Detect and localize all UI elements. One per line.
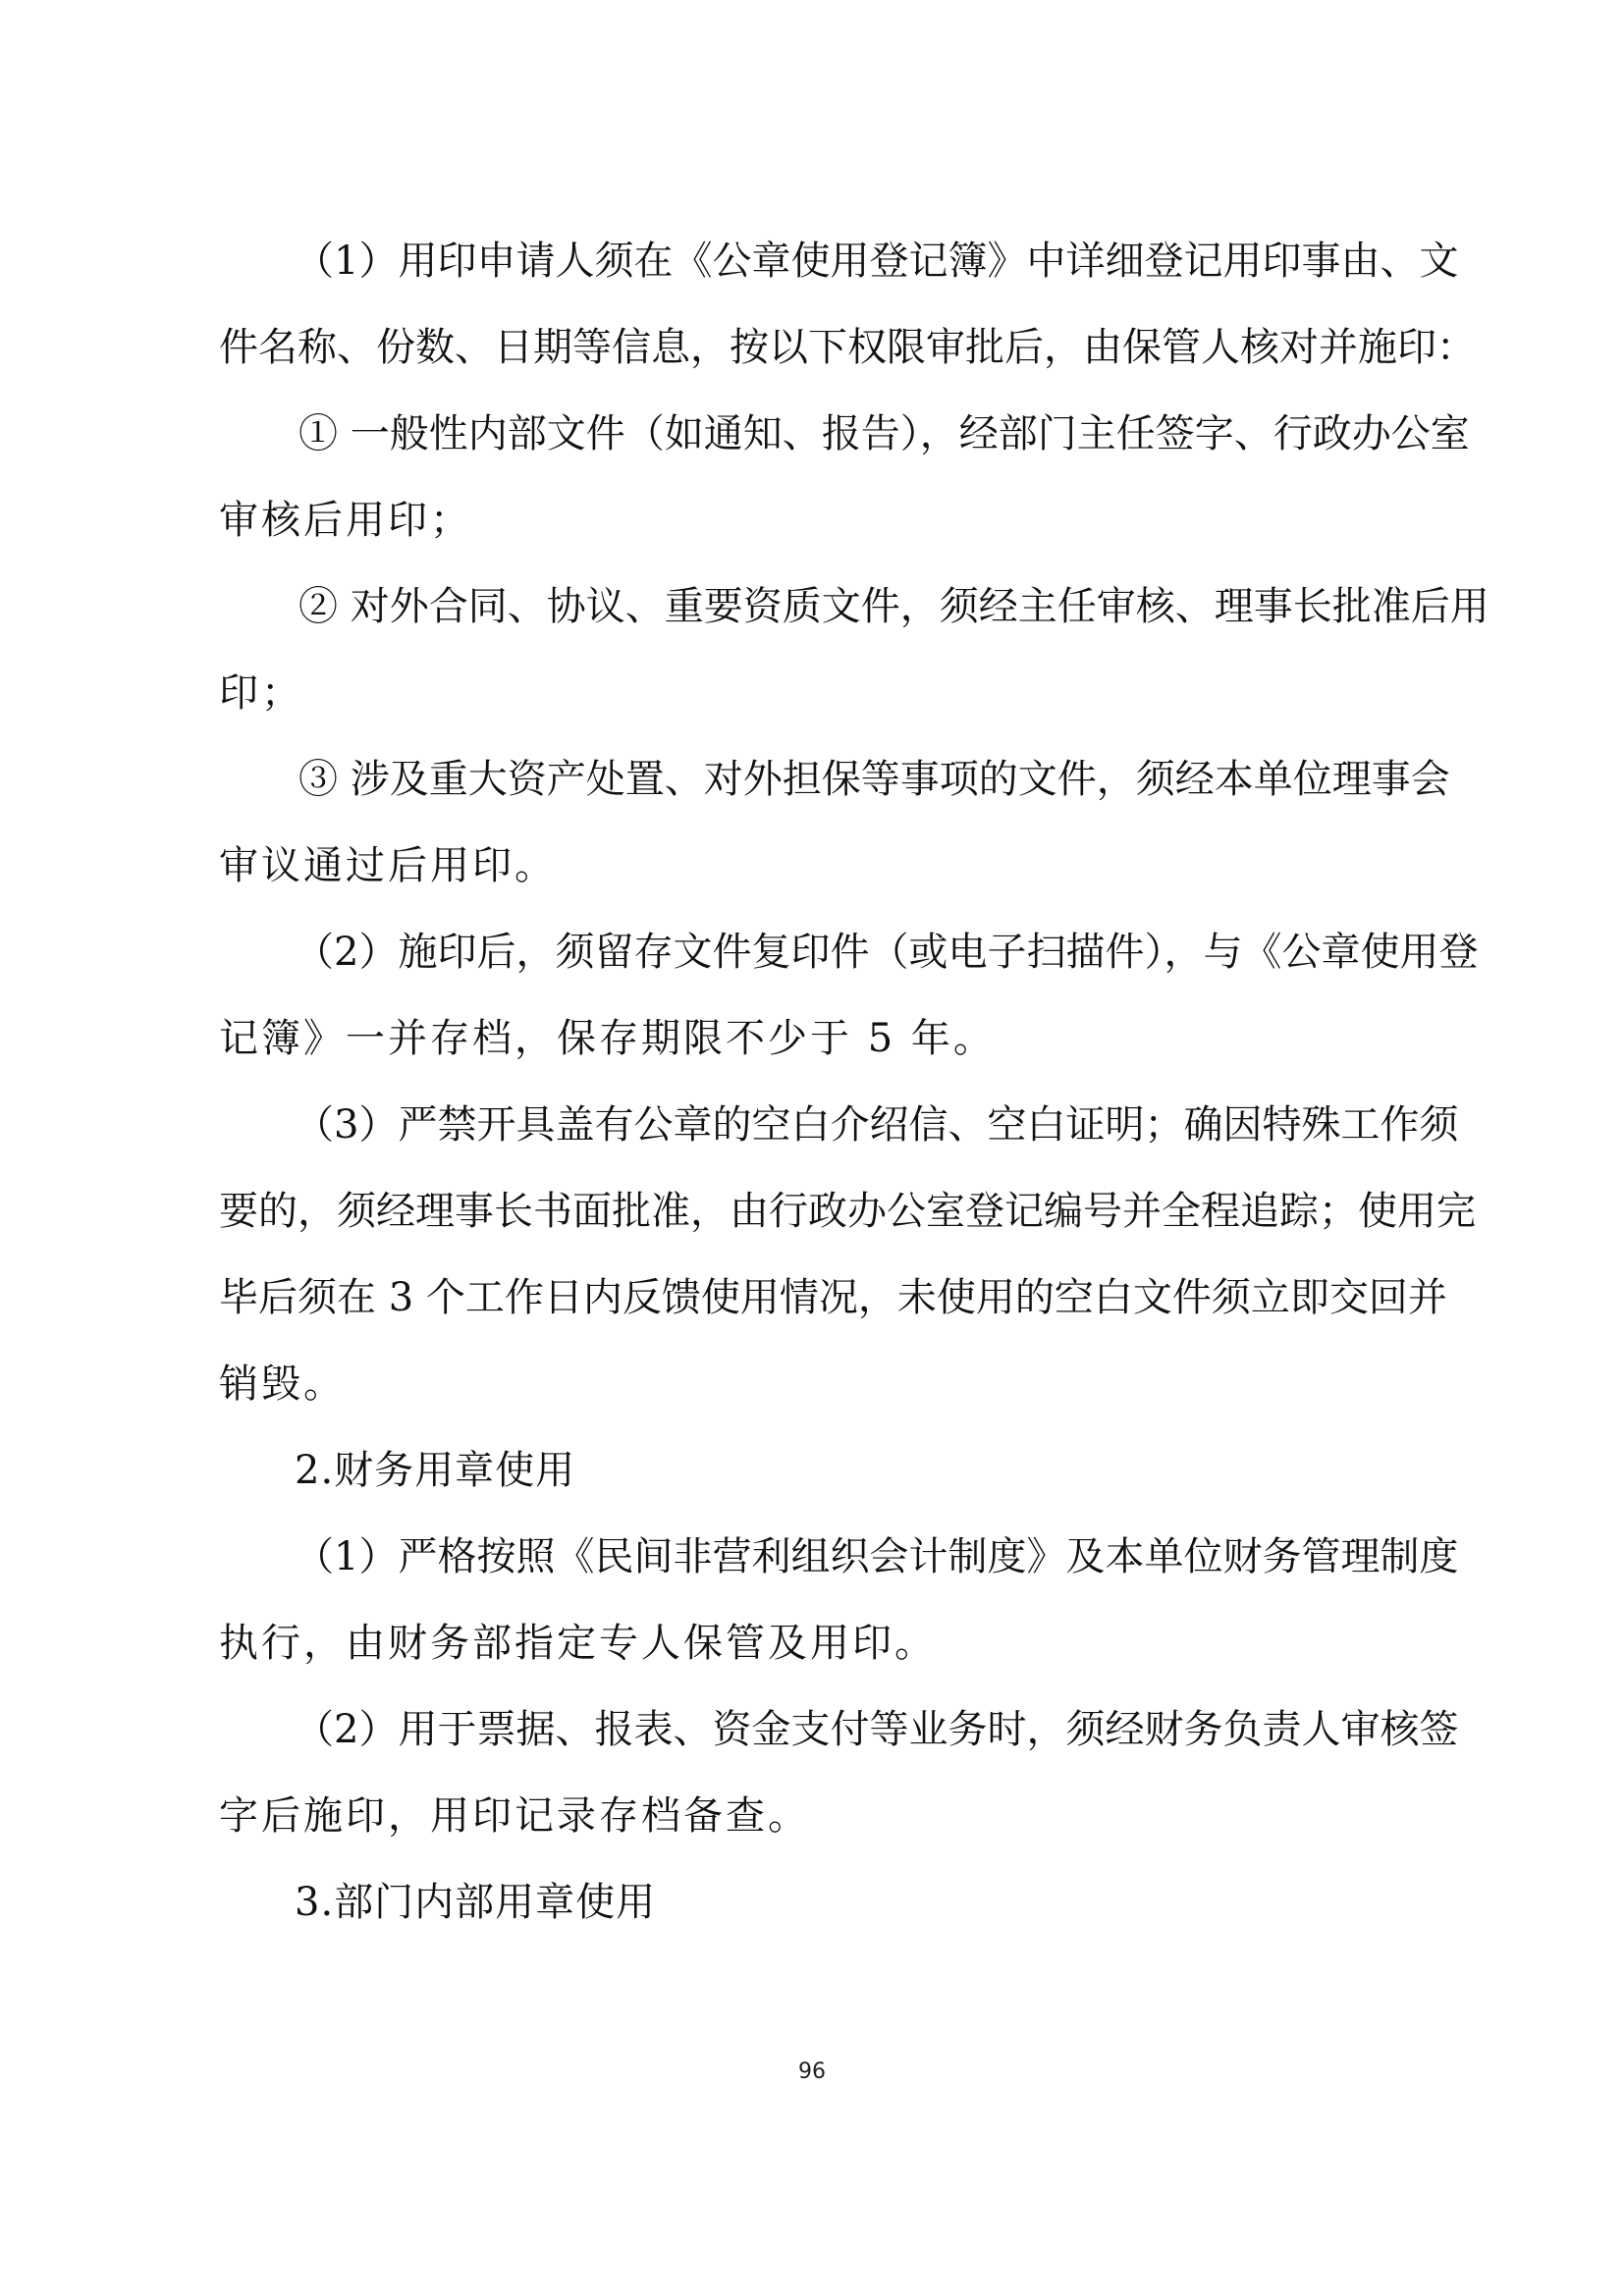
paragraph-line: ③ 涉及重大资产处置、对外担保等事项的文件，须经本单位理事会 <box>298 757 1450 802</box>
paragraph-line: （2）用于票据、报表、资金支付等业务时，须经财务负责人审核签 <box>295 1707 1459 1752</box>
paragraph-line: （2）施印后，须留存文件复印件（或电子扫描件），与《公章使用登 <box>295 930 1479 975</box>
section-heading: 2.财务用章使用 <box>295 1448 576 1493</box>
paragraph-line: 印； <box>219 670 303 716</box>
paragraph-line: （1）严格按照《民间非营利组织会计制度》及本单位财务管理制度 <box>295 1534 1459 1579</box>
paragraph-line: 审核后用印； <box>219 498 472 543</box>
paragraph-line: 审议通过后用印。 <box>219 843 557 888</box>
paragraph-line: （3）严禁开具盖有公章的空白介绍信、空白证明；确因特殊工作须 <box>295 1102 1459 1148</box>
paragraph-line: 销毁。 <box>219 1362 346 1407</box>
paragraph-line: （1）用印申请人须在《公章使用登记簿》中详细登记用印事由、文 <box>295 239 1459 284</box>
page-number: 96 <box>798 2059 826 2084</box>
paragraph-line: ① 一般性内部文件（如通知、报告），经部门主任签字、行政办公室 <box>298 411 1470 456</box>
paragraph-line: 要的，须经理事长书面批准，由行政办公室登记编号并全程追踪；使用完 <box>219 1189 1476 1234</box>
paragraph-line: 执行，由财务部指定专人保管及用印。 <box>219 1621 937 1666</box>
paragraph-line: 毕后须在 3 个工作日内反馈使用情况，未使用的空白文件须立即交回并 <box>219 1275 1447 1320</box>
section-heading: 3.部门内部用章使用 <box>295 1880 657 1925</box>
paragraph-line: 记簿》一并存档，保存期限不少于 5 年。 <box>219 1016 996 1061</box>
paragraph-line: ② 对外合同、协议、重要资质文件，须经主任审核、理事长批准后用 <box>298 584 1489 629</box>
paragraph-line: 字后施印，用印记录存档备查。 <box>219 1793 810 1839</box>
paragraph-line: 件名称、份数、日期等信息，按以下权限审批后，由保管人核对并施印： <box>219 325 1476 370</box>
